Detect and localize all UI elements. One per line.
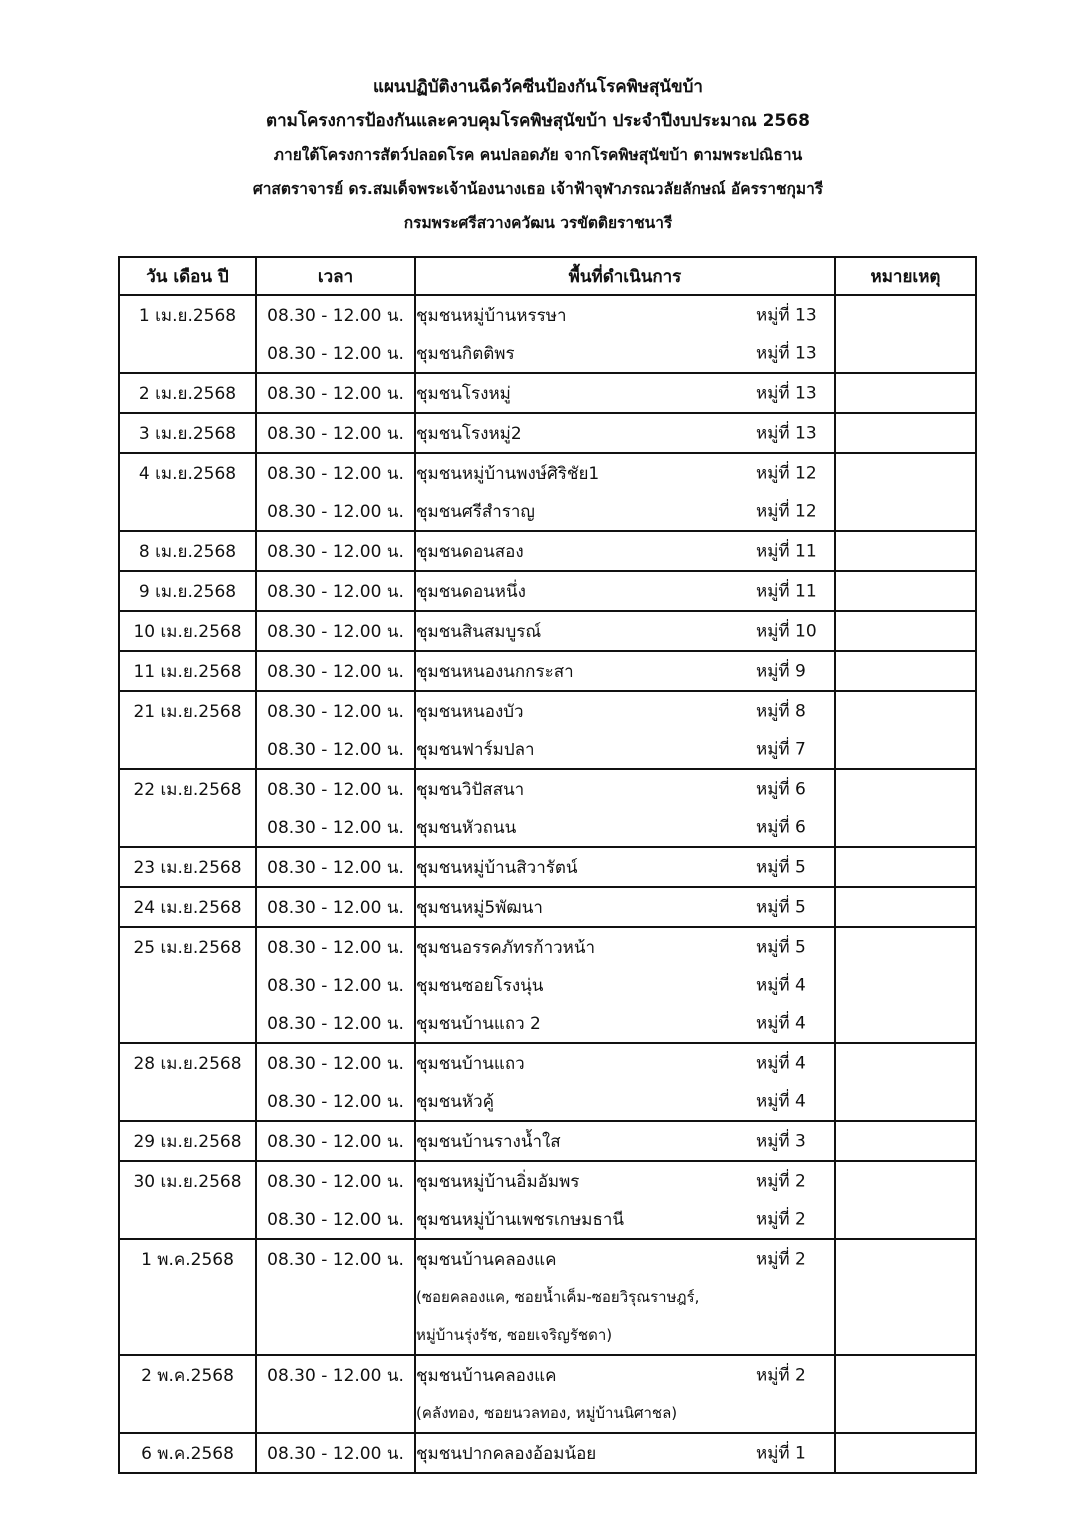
date-cell: 25 เม.ย.2568 xyxy=(119,927,256,966)
table-row xyxy=(119,1355,976,1394)
area-cell xyxy=(415,966,835,1004)
village-number: หมู่ที่ 7 xyxy=(756,739,806,760)
date-cell: 23 เม.ย.2568 xyxy=(119,847,256,887)
area-cell xyxy=(415,847,835,887)
date-group xyxy=(119,413,976,453)
remark-cell xyxy=(835,769,976,808)
remark-cell xyxy=(835,531,976,571)
date-cell xyxy=(119,808,256,847)
date-group xyxy=(119,571,976,611)
village-number: หมู่ที่ 3 xyxy=(756,1131,806,1152)
remark-cell xyxy=(835,887,976,927)
village-number: หมู่ที่ 13 xyxy=(756,305,817,326)
time-cell: 08.30 - 12.00 น. xyxy=(256,1200,415,1239)
time-cell: 08.30 - 12.00 น. xyxy=(256,1004,415,1043)
time-cell: 08.30 - 12.00 น. xyxy=(256,1433,415,1473)
table-row xyxy=(119,966,976,1004)
area-cell xyxy=(415,453,835,492)
remark-cell xyxy=(835,1004,976,1043)
time-cell: 08.30 - 12.00 น. xyxy=(256,1239,415,1278)
community-name: ชุมชนหัวคู้ xyxy=(416,1091,495,1112)
table-row xyxy=(119,1121,976,1161)
area-cell xyxy=(415,1355,835,1394)
time-cell xyxy=(256,1394,415,1433)
date-group xyxy=(119,1355,976,1433)
area-note: (ซอยคลองแค, ซอยน้ำเค็ม-ซอยวิรุณราษฎร์, xyxy=(416,1288,700,1306)
village-number: หมู่ที่ 10 xyxy=(756,621,817,642)
village-number: หมู่ที่ 5 xyxy=(756,937,806,958)
remark-cell xyxy=(835,847,976,887)
date-cell xyxy=(119,1278,256,1316)
area-cell xyxy=(415,1082,835,1121)
table-row xyxy=(119,453,976,492)
column-header-date: วัน เดือน ปี xyxy=(119,257,256,295)
village-number: หมู่ที่ 4 xyxy=(756,1091,806,1112)
remark-cell xyxy=(835,1200,976,1239)
remark-cell xyxy=(835,373,976,413)
remark-cell xyxy=(835,1355,976,1394)
remark-cell xyxy=(835,1082,976,1121)
date-cell xyxy=(119,492,256,531)
date-cell: 2 เม.ย.2568 xyxy=(119,373,256,413)
time-cell: 08.30 - 12.00 น. xyxy=(256,295,415,334)
table-row xyxy=(119,651,976,691)
table-row xyxy=(119,847,976,887)
date-cell: 24 เม.ย.2568 xyxy=(119,887,256,927)
area-cell xyxy=(415,1316,835,1355)
header-royal-name: ศาสตราจารย์ ดร.สมเด็จพระเจ้าน้องนางเธอ เจ้าฟ้าจุฬาภรณวลัยลักษณ์ อัครราชกุมารี xyxy=(252,180,824,198)
date-cell: 6 พ.ค.2568 xyxy=(119,1433,256,1473)
community-name: ชุมชนโรงหมู่ xyxy=(416,383,511,404)
remark-cell xyxy=(835,1278,976,1316)
time-cell: 08.30 - 12.00 น. xyxy=(256,1121,415,1161)
area-cell xyxy=(415,1239,835,1278)
date-cell: 1 เม.ย.2568 xyxy=(119,295,256,334)
remark-cell xyxy=(835,651,976,691)
village-number: หมู่ที่ 4 xyxy=(756,1013,806,1034)
time-cell: 08.30 - 12.00 น. xyxy=(256,373,415,413)
time-cell: 08.30 - 12.00 น. xyxy=(256,531,415,571)
header-row xyxy=(119,257,976,295)
time-cell: 08.30 - 12.00 น. xyxy=(256,611,415,651)
community-name: ชุมชนหมู่บ้านพงษ์ศิริชัย1 xyxy=(416,463,600,484)
date-cell xyxy=(119,1200,256,1239)
time-cell: 08.30 - 12.00 น. xyxy=(256,1043,415,1082)
village-number: หมู่ที่ 12 xyxy=(756,501,817,522)
community-name: ชุมชนหมู่บ้านเพชรเกษมธานี xyxy=(416,1209,625,1230)
remark-cell xyxy=(835,730,976,769)
date-cell: 22 เม.ย.2568 xyxy=(119,769,256,808)
time-cell: 08.30 - 12.00 น. xyxy=(256,651,415,691)
community-name: ชุมชนหมู่บ้านหรรษา xyxy=(416,305,567,326)
date-group xyxy=(119,1239,976,1355)
date-group xyxy=(119,373,976,413)
community-name: ชุมชนบ้านคลองแค xyxy=(416,1249,557,1270)
table-row xyxy=(119,887,976,927)
area-cell xyxy=(415,1004,835,1043)
area-cell xyxy=(415,887,835,927)
table-row xyxy=(119,492,976,531)
table-header xyxy=(119,257,976,295)
date-cell xyxy=(119,1082,256,1121)
area-cell xyxy=(415,927,835,966)
community-name: ชุมชนบ้านแถว 2 xyxy=(416,1013,541,1034)
date-group xyxy=(119,847,976,887)
date-cell xyxy=(119,334,256,373)
remark-cell xyxy=(835,1161,976,1200)
table-row xyxy=(119,1239,976,1278)
time-cell: 08.30 - 12.00 น. xyxy=(256,730,415,769)
time-cell: 08.30 - 12.00 น. xyxy=(256,334,415,373)
date-cell xyxy=(119,1004,256,1043)
area-cell xyxy=(415,611,835,651)
date-cell: 30 เม.ย.2568 xyxy=(119,1161,256,1200)
table-row xyxy=(119,531,976,571)
remark-cell xyxy=(835,691,976,730)
header-title: แผนปฏิบัติงานฉีดวัคซีนป้องกันโรคพิษสุนัขบ้า xyxy=(373,77,703,97)
area-cell xyxy=(415,691,835,730)
remark-cell xyxy=(835,611,976,651)
area-cell xyxy=(415,1433,835,1473)
remark-cell xyxy=(835,1316,976,1355)
document-header xyxy=(0,70,1076,240)
community-name: ชุมชนหนองนกกระสา xyxy=(416,661,574,682)
time-cell: 08.30 - 12.00 น. xyxy=(256,413,415,453)
area-cell xyxy=(415,571,835,611)
date-group xyxy=(119,1433,976,1473)
header-subproject: ภายใต้โครงการสัตว์ปลอดโรค คนปลอดภัย จากโรคพิษสุนัขบ้า ตามพระปณิธาน xyxy=(273,146,803,164)
area-cell xyxy=(415,1121,835,1161)
community-name: ชุมชนดอนหนึ่ง xyxy=(416,581,526,602)
date-cell: 9 เม.ย.2568 xyxy=(119,571,256,611)
date-cell: 8 เม.ย.2568 xyxy=(119,531,256,571)
community-name: ชุมชนปากคลองอ้อมน้อย xyxy=(416,1443,597,1464)
area-cell xyxy=(415,769,835,808)
date-cell xyxy=(119,966,256,1004)
date-cell: 21 เม.ย.2568 xyxy=(119,691,256,730)
header-project: ตามโครงการป้องกันและควบคุมโรคพิษสุนัขบ้า ประจำปีงบประมาณ 2568 xyxy=(266,111,810,131)
area-note: (คลังทอง, ซอยนวลทอง, หมู่บ้านนิศาชล) xyxy=(416,1404,678,1422)
area-cell xyxy=(415,1161,835,1200)
remark-cell xyxy=(835,1121,976,1161)
time-cell: 08.30 - 12.00 น. xyxy=(256,492,415,531)
community-name: ชุมชนสินสมบูรณ์ xyxy=(416,621,542,642)
time-cell: 08.30 - 12.00 น. xyxy=(256,808,415,847)
area-cell xyxy=(415,1200,835,1239)
community-name: ชุมชนศรีสำราญ xyxy=(416,501,535,522)
area-note: หมู่บ้านรุ่งรัช, ซอยเจริญรัชดา) xyxy=(416,1326,613,1344)
date-cell xyxy=(119,1394,256,1433)
community-name: ชุมชนกิตติพร xyxy=(416,343,515,364)
village-number: หมู่ที่ 1 xyxy=(756,1443,806,1464)
table-row xyxy=(119,1433,976,1473)
date-cell: 29 เม.ย.2568 xyxy=(119,1121,256,1161)
village-number: หมู่ที่ 12 xyxy=(756,463,817,484)
community-name: ชุมชนวิปัสสนา xyxy=(416,779,525,800)
remark-cell xyxy=(835,966,976,1004)
table-row xyxy=(119,1161,976,1200)
community-name: ชุมชนซอยโรงนุ่น xyxy=(416,975,544,996)
date-group xyxy=(119,1121,976,1161)
remark-cell xyxy=(835,571,976,611)
area-cell xyxy=(415,1394,835,1433)
village-number: หมู่ที่ 11 xyxy=(756,581,817,602)
time-cell: 08.30 - 12.00 น. xyxy=(256,571,415,611)
remark-cell xyxy=(835,295,976,334)
date-cell: 10 เม.ย.2568 xyxy=(119,611,256,651)
date-cell xyxy=(119,730,256,769)
column-header-time: เวลา xyxy=(256,257,415,295)
area-cell xyxy=(415,1043,835,1082)
village-number: หมู่ที่ 6 xyxy=(756,779,806,800)
remark-cell xyxy=(835,334,976,373)
table-row xyxy=(119,691,976,730)
area-cell xyxy=(415,531,835,571)
community-name: ชุมชนหัวถนน xyxy=(416,817,517,838)
date-group xyxy=(119,1161,976,1239)
date-cell: 3 เม.ย.2568 xyxy=(119,413,256,453)
village-number: หมู่ที่ 2 xyxy=(756,1249,806,1270)
date-group xyxy=(119,453,976,531)
community-name: ชุมชนบ้านคลองแค xyxy=(416,1365,557,1386)
remark-cell xyxy=(835,492,976,531)
table-row xyxy=(119,1316,976,1355)
village-number: หมู่ที่ 11 xyxy=(756,541,817,562)
table-row xyxy=(119,373,976,413)
area-cell xyxy=(415,492,835,531)
date-cell: 4 เม.ย.2568 xyxy=(119,453,256,492)
area-cell xyxy=(415,373,835,413)
table-row xyxy=(119,334,976,373)
area-cell xyxy=(415,334,835,373)
village-number: หมู่ที่ 2 xyxy=(756,1365,806,1386)
area-cell xyxy=(415,651,835,691)
time-cell: 08.30 - 12.00 น. xyxy=(256,1161,415,1200)
table-row xyxy=(119,1004,976,1043)
table-row xyxy=(119,927,976,966)
community-name: ชุมชนหมู่บ้านอิ่มอัมพร xyxy=(416,1171,580,1192)
village-number: หมู่ที่ 5 xyxy=(756,897,806,918)
date-group xyxy=(119,611,976,651)
community-name: ชุมชนโรงหมู่2 xyxy=(416,423,522,444)
table-row xyxy=(119,730,976,769)
time-cell: 08.30 - 12.00 น. xyxy=(256,453,415,492)
village-number: หมู่ที่ 4 xyxy=(756,975,806,996)
table-row xyxy=(119,295,976,334)
remark-cell xyxy=(835,808,976,847)
time-cell: 08.30 - 12.00 น. xyxy=(256,1355,415,1394)
village-number: หมู่ที่ 2 xyxy=(756,1209,806,1230)
date-group xyxy=(119,295,976,373)
remark-cell xyxy=(835,453,976,492)
date-cell: 2 พ.ค.2568 xyxy=(119,1355,256,1394)
table-row xyxy=(119,1200,976,1239)
date-group xyxy=(119,927,976,1043)
table-row xyxy=(119,1043,976,1082)
remark-cell xyxy=(835,1043,976,1082)
village-number: หมู่ที่ 13 xyxy=(756,343,817,364)
village-number: หมู่ที่ 2 xyxy=(756,1171,806,1192)
time-cell: 08.30 - 12.00 น. xyxy=(256,769,415,808)
community-name: ชุมชนฟาร์มปลา xyxy=(416,739,535,760)
table-row xyxy=(119,1394,976,1433)
date-group xyxy=(119,1043,976,1121)
area-cell xyxy=(415,730,835,769)
table-row xyxy=(119,571,976,611)
date-group xyxy=(119,887,976,927)
date-group xyxy=(119,769,976,847)
remark-cell xyxy=(835,1433,976,1473)
column-header-remark: หมายเหตุ xyxy=(835,257,976,295)
table-row xyxy=(119,1278,976,1316)
date-group xyxy=(119,691,976,769)
time-cell: 08.30 - 12.00 น. xyxy=(256,966,415,1004)
table-row xyxy=(119,769,976,808)
table-row xyxy=(119,1082,976,1121)
header-royal-title: กรมพระศรีสวางควัฒน วรขัตติยราชนารี xyxy=(403,214,673,232)
area-cell xyxy=(415,295,835,334)
time-cell: 08.30 - 12.00 น. xyxy=(256,887,415,927)
village-number: หมู่ที่ 13 xyxy=(756,423,817,444)
table-row xyxy=(119,413,976,453)
remark-cell xyxy=(835,927,976,966)
area-cell xyxy=(415,1278,835,1316)
date-cell: 11 เม.ย.2568 xyxy=(119,651,256,691)
community-name: ชุมชนดอนสอง xyxy=(416,541,524,562)
village-number: หมู่ที่ 8 xyxy=(756,701,806,722)
table-row xyxy=(119,611,976,651)
remark-cell xyxy=(835,413,976,453)
village-number: หมู่ที่ 13 xyxy=(756,383,817,404)
community-name: ชุมชนหมู่5พัฒนา xyxy=(416,897,543,918)
remark-cell xyxy=(835,1239,976,1278)
time-cell: 08.30 - 12.00 น. xyxy=(256,1082,415,1121)
time-cell: 08.30 - 12.00 น. xyxy=(256,847,415,887)
area-cell xyxy=(415,808,835,847)
date-cell: 28 เม.ย.2568 xyxy=(119,1043,256,1082)
date-group xyxy=(119,531,976,571)
community-name: ชุมชนบ้านแถว xyxy=(416,1053,525,1074)
community-name: ชุมชนหมู่บ้านสิวารัตน์ xyxy=(416,857,578,878)
column-header-area: พื้นที่ดำเนินการ xyxy=(415,257,835,295)
time-cell xyxy=(256,1316,415,1355)
community-name: ชุมชนอรรคภัทรก้าวหน้า xyxy=(416,937,596,958)
date-group xyxy=(119,651,976,691)
remark-cell xyxy=(835,1394,976,1433)
date-cell xyxy=(119,1316,256,1355)
community-name: ชุมชนหนองบัว xyxy=(416,701,524,722)
time-cell: 08.30 - 12.00 น. xyxy=(256,927,415,966)
village-number: หมู่ที่ 5 xyxy=(756,857,806,878)
table-row xyxy=(119,808,976,847)
date-cell: 1 พ.ค.2568 xyxy=(119,1239,256,1278)
village-number: หมู่ที่ 4 xyxy=(756,1053,806,1074)
village-number: หมู่ที่ 9 xyxy=(756,661,806,682)
community-name: ชุมชนบ้านรางน้ำใส xyxy=(416,1131,561,1152)
village-number: หมู่ที่ 6 xyxy=(756,817,806,838)
time-cell xyxy=(256,1278,415,1316)
schedule-table xyxy=(118,256,977,1474)
area-cell xyxy=(415,413,835,453)
time-cell: 08.30 - 12.00 น. xyxy=(256,691,415,730)
